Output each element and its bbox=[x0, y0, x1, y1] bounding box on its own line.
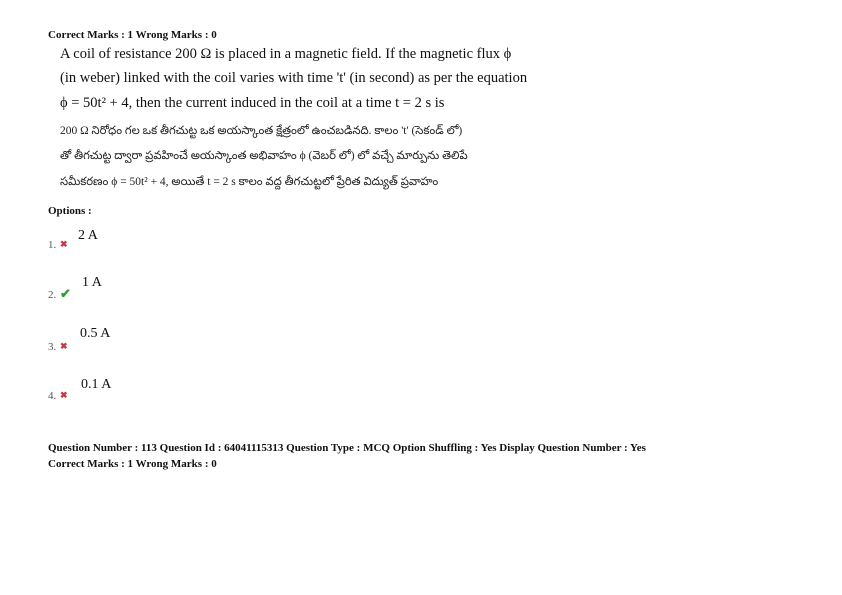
option-1-number: 1. bbox=[48, 239, 57, 251]
option-4-number: 4. bbox=[48, 390, 57, 402]
cross-icon: ✖ bbox=[60, 239, 68, 249]
option-2-number: 2. bbox=[48, 289, 57, 301]
option-4-text: 0.1 A bbox=[81, 377, 112, 392]
options-label: Options : bbox=[48, 205, 92, 217]
telugu-line-3: సమీకరణం ϕ = 50t² + 4, అయితే t = 2 s కాలం వద్ద తీగచుట్టలో ప్రేరిత విద్యుత్ ప్రవాహం bbox=[60, 176, 439, 188]
telugu-line-1: 200 Ω నిరోధం గల ఒక తీగచుట్ట ఒక అయస్కాంత క్షేత్రంలో ఉంచబడినది. కాలం 't' (సెకండ్ లో) bbox=[60, 125, 463, 137]
option-3-number: 3. bbox=[48, 341, 57, 353]
marks-header: Correct Marks : 1 Wrong Marks : 0 bbox=[48, 29, 217, 41]
check-icon: ✔ bbox=[60, 286, 71, 301]
question-line-1: A coil of resistance 200 Ω is placed in a magnetic field. If the magnetic flux ϕ bbox=[60, 46, 512, 62]
question-line-2: (in weber) linked with the coil varies with time 't' (in second) as per the equation bbox=[60, 70, 528, 86]
telugu-line-2: తో తీగచుట్ట ద్వారా ప్రవహించే అయస్కాంత అభివాహం ϕ (వెబర్ లో) లో వచ్చే మార్పును తెలిపే bbox=[60, 150, 468, 162]
cross-icon: ✖ bbox=[60, 341, 68, 351]
marks-footer: Correct Marks : 1 Wrong Marks : 0 bbox=[48, 458, 217, 470]
option-1-text: 2 A bbox=[78, 228, 98, 243]
option-2-text: 1 A bbox=[82, 275, 102, 290]
option-3-text: 0.5 A bbox=[80, 326, 111, 341]
question-line-3: ϕ = 50t² + 4, then the current induced in the coil at a time t = 2 s is bbox=[60, 95, 445, 111]
cross-icon: ✖ bbox=[60, 390, 68, 400]
question-info: Question Number : 113 Question Id : 64041115313 Question Type : MCQ Option Shuffling : Yes Display Question Number : Yes bbox=[48, 442, 646, 454]
